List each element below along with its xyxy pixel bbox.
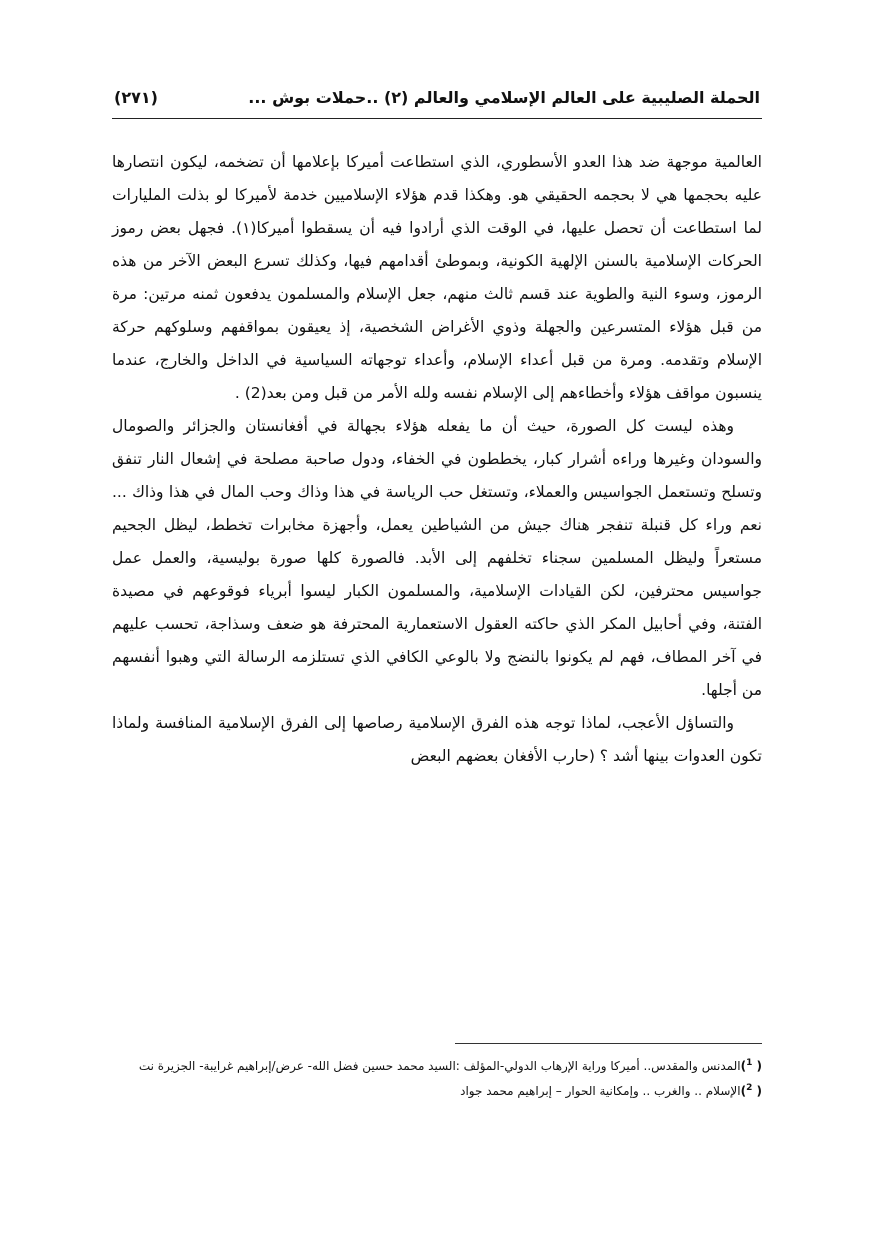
footnote-separator [455,1043,762,1044]
footnote [112,1077,762,1102]
footnote-text: الإسلام .. والغرب .. وإمكانية الحوار – إبراهيم محمد جواد [460,1084,741,1098]
paragraph: والتساؤل الأعجب، لماذا توجه هذه الفرق الإسلامية رصاصها إلى الفرق الإسلامية المنافسة ولماذا تكون العدوات بينها أشد ؟ (حارب الأفغان بعضهم البعض [112,714,762,765]
body-text [112,146,762,773]
footnote-text: المدنس والمقدس.. أميركا وراية الإرهاب الدولي-المؤلف :السيد محمد حسين فضل الله- عرض/إبراهيم غرايبة- الجزيرة نت [138,1059,741,1073]
paragraph: وهذه ليست كل الصورة، حيث أن ما يفعله هؤلاء بجهالة في أفغانستان والجزائر والصومال والسودان وغيرها وراءه أشرار كبار، يخططون في الخفاء، ودول صاحبة مصلحة في إشعال النار تنفق وتسلح وتستعمل الجواسيس والعملاء، وتستغل حب الرياسة في هذا وذاك وحب المال في هذا وذاك ... نعم وراء كل قنبلة تنفجر هناك جيش من الشياطين يعمل، وأجهزة مخابرات تخطط، ليظل الجحيم مستعراً وليظل المسلمين سجناء تخلفهم إلى الأبد. فالصورة كلها صورة بوليسية، والعمل عمل جواسيس محترفين، لكن القيادات الإسلامية، والمسلمون الكبار ليسوا أبرياء فوقوعهم في مصيدة الفتنة، وفي أحابيل المكر الذي حاكته العقول الاستعمارية المحترفة هو ضعف وسذاجة، تحسب عليهم في آخر المطاف، فهم لم يكونوا بالنضج ولا بالوعي الكافي الذي تستلزمه الرسالة التي وهبوا أنفسهم من أجلها. [112,417,762,699]
footnote [112,1052,762,1077]
page-header [112,84,762,119]
footnote-marker: ( $^2$) [740,1083,762,1098]
paragraph: العالمية موجهة ضد هذا العدو الأسطوري، الذي استطاعت أميركا بإعلامها أن تضخمه، ليكون انتصارها عليه بحجمها هي لا بحجمه الحقيقي هو. وهكذا قدم هؤلاء الإسلاميين خدمة لأميركا لو بذلت المليارات لما استطاعت أن تحصل عليها، في الوقت الذي أرادوا فيه أن يسقطوا أميركا(١). فجهل بعض رموز الحركات الإسلامية بالسنن الإلهية الكونية، وبموطئ أقدامهم فيها، وكذلك تسرع البعض الآخر من هذه الرموز، وسوء النية والطوية عند قسم ثالث منهم، جعل الإسلام والمسلمون يدفعون ثمنه مرتين: مرة من قبل هؤلاء المتسرعين والجهلة وذوي الأغراض الشخصية، إذ يعيقون بمواقفهم وسلوكهم حركة الإسلام وتقدمه. ومرة من قبل أعداء الإسلام، وأعداء توجهاته السياسية في الداخل والخارج، عندما ينسبون مواقف هؤلاء وأخطاءهم إلى الإسلام نفسه ولله الأمر من قبل ومن بعد(2) . [112,153,762,402]
footnotes [112,1052,762,1102]
page-number: (٢٧١) [114,88,158,107]
footnote-marker: ( $^1$) [740,1058,762,1073]
running-title: الحملة الصليبية على العالم الإسلامي والعالم (٢) ..حملات بوش ... [248,88,760,107]
